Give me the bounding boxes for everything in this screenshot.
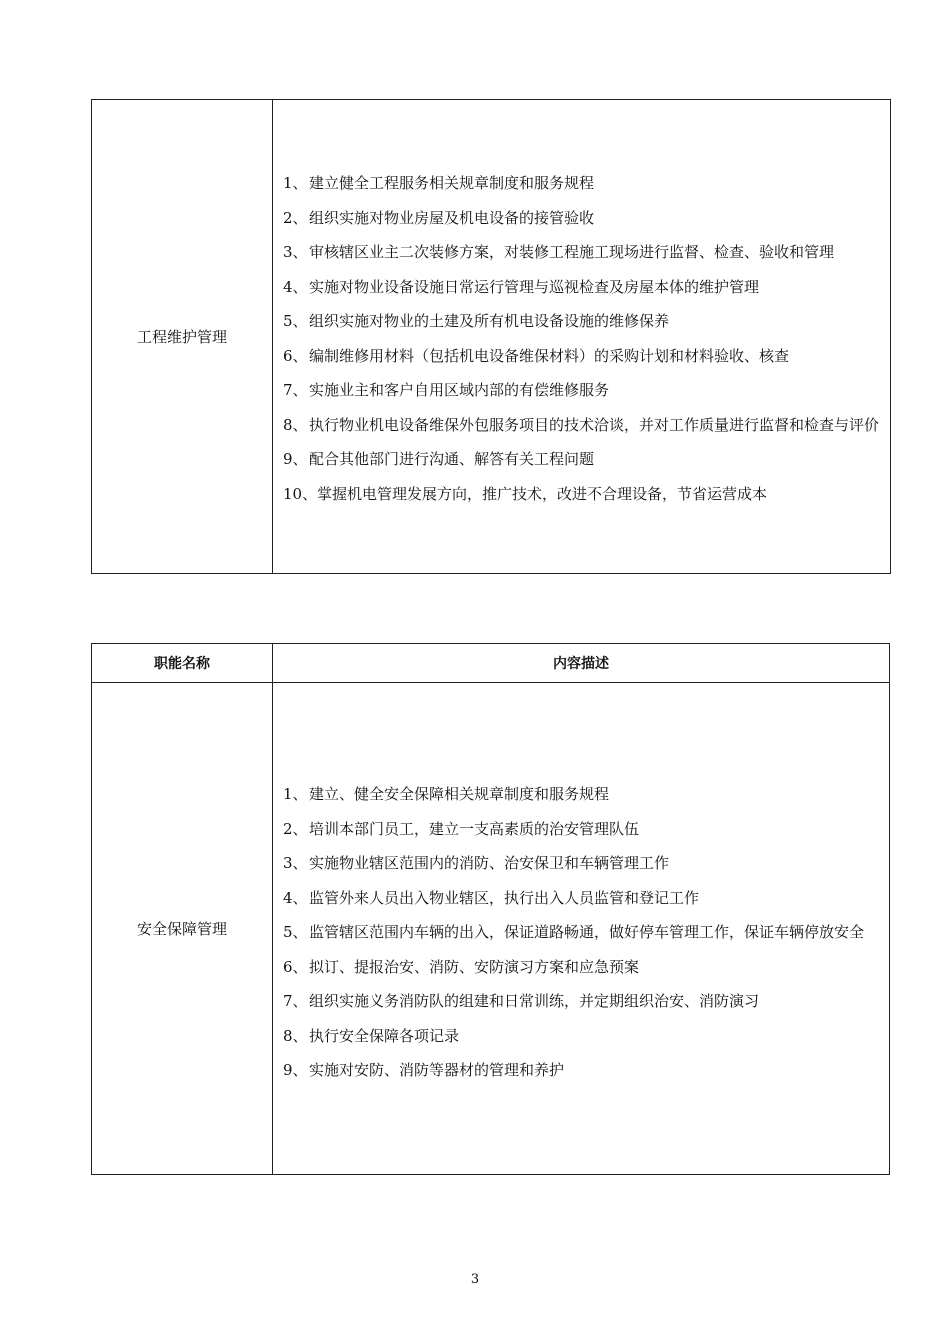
list-item bbox=[283, 950, 881, 985]
item-number: 4、 bbox=[283, 277, 308, 296]
item-number: 2、 bbox=[283, 819, 308, 838]
item-number: 10、 bbox=[283, 484, 318, 503]
list-item bbox=[283, 270, 882, 305]
list-item bbox=[283, 881, 881, 916]
item-number: 2、 bbox=[283, 208, 308, 227]
item-text: 组织实施义务消防队的组建和日常训练，并定期组织治安、消防演习 bbox=[309, 992, 760, 1011]
function-name-cell: 安全保障管理 bbox=[92, 683, 273, 1175]
item-number: 6、 bbox=[283, 346, 308, 365]
item-text: 组织实施对物业房屋及机电设备的接管验收 bbox=[309, 208, 595, 227]
list-item bbox=[283, 1053, 881, 1088]
item-number: 1、 bbox=[283, 785, 308, 804]
column-header-function-name: 职能名称 bbox=[92, 644, 273, 683]
item-text: 组织实施对物业的土建及所有机电设备设施的维修保养 bbox=[309, 312, 670, 330]
list-item bbox=[283, 846, 881, 881]
item-number: 3、 bbox=[283, 243, 308, 261]
item-number: 8、 bbox=[283, 415, 308, 434]
security-management-table bbox=[91, 643, 890, 1175]
table-row bbox=[92, 100, 891, 574]
item-text: 培训本部门员工，建立一支高素质的治安管理队伍 bbox=[309, 819, 640, 838]
list-item bbox=[283, 235, 882, 270]
item-text: 实施对物业设备设施日常运行管理与巡视检查及房屋本体的维护管理 bbox=[309, 277, 760, 296]
item-text: 拟订、提报治安、消防、安防演习方案和应急预案 bbox=[309, 957, 640, 976]
item-text: 建立健全工程服务相关规章制度和服务规程 bbox=[309, 174, 595, 192]
item-text: 监管辖区范围内车辆的出入，保证道路畅通，做好停车管理工作，保证车辆停放安全 bbox=[309, 923, 865, 942]
item-text: 监管外来人员出入物业辖区，执行出入人员监管和登记工作 bbox=[309, 888, 700, 907]
item-number: 7、 bbox=[283, 381, 308, 399]
item-text: 编制维修用材料（包括机电设备维保材料）的采购计划和材料验收、核查 bbox=[309, 346, 790, 365]
item-number: 9、 bbox=[283, 1061, 308, 1080]
list-item bbox=[283, 408, 882, 443]
item-text: 执行物业机电设备维保外包服务项目的技术洽谈，并对工作质量进行监督和检查与评价 bbox=[309, 415, 880, 434]
list-item bbox=[283, 442, 882, 477]
list-item bbox=[283, 304, 882, 339]
item-number: 7、 bbox=[283, 992, 308, 1011]
item-number: 5、 bbox=[283, 312, 308, 330]
list-item bbox=[283, 477, 882, 512]
item-text: 实施对安防、消防等器材的管理和养护 bbox=[309, 1061, 565, 1080]
item-number: 3、 bbox=[283, 854, 308, 873]
item-number: 6、 bbox=[283, 957, 308, 976]
description-cell bbox=[273, 683, 890, 1175]
item-text: 掌握机电管理发展方向，推广技术，改进不合理设备，节省运营成本 bbox=[317, 484, 768, 503]
item-number: 8、 bbox=[283, 1026, 308, 1045]
list-item bbox=[283, 915, 881, 950]
list-item bbox=[283, 339, 882, 374]
list-item bbox=[283, 812, 881, 847]
item-text: 配合其他部门进行沟通、解答有关工程问题 bbox=[309, 450, 595, 468]
engineering-maintenance-table bbox=[91, 99, 891, 574]
column-header-description: 内容描述 bbox=[273, 644, 890, 683]
item-number: 9、 bbox=[283, 450, 308, 468]
item-text: 建立、健全安全保障相关规章制度和服务规程 bbox=[309, 785, 610, 804]
list-item bbox=[283, 373, 882, 408]
description-cell bbox=[273, 100, 891, 574]
item-text: 审核辖区业主二次装修方案，对装修工程施工现场进行监督、检查、验收和管理 bbox=[309, 243, 835, 261]
list-item bbox=[283, 777, 881, 812]
item-text: 实施物业辖区范围内的消防、治安保卫和车辆管理工作 bbox=[309, 854, 670, 873]
item-number: 4、 bbox=[283, 888, 308, 907]
list-item bbox=[283, 166, 882, 201]
function-name-cell: 工程维护管理 bbox=[92, 100, 273, 574]
table-row bbox=[92, 683, 890, 1175]
item-text: 执行安全保障各项记录 bbox=[309, 1026, 460, 1045]
list-item bbox=[283, 984, 881, 1019]
item-number: 5、 bbox=[283, 923, 308, 942]
item-number: 1、 bbox=[283, 174, 308, 192]
list-item bbox=[283, 201, 882, 236]
page-number: 3 bbox=[470, 1272, 480, 1287]
table-header-row bbox=[92, 644, 890, 683]
list-item bbox=[283, 1019, 881, 1054]
item-text: 实施业主和客户自用区域内部的有偿维修服务 bbox=[309, 381, 610, 399]
